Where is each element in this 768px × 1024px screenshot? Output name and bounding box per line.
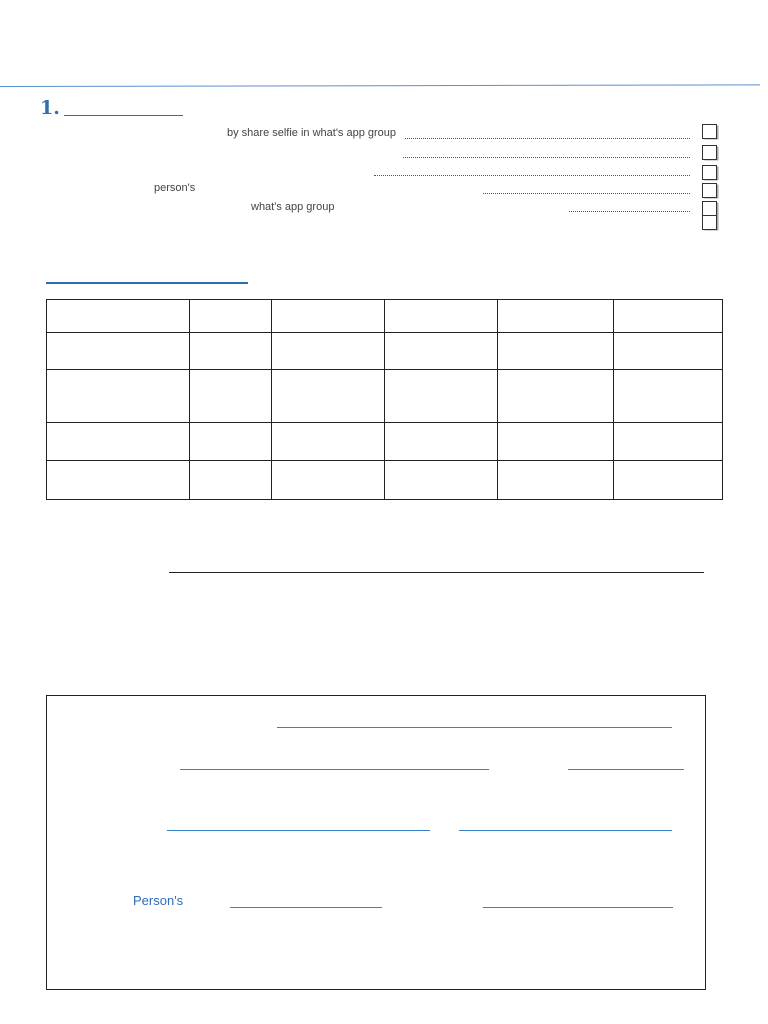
checkbox[interactable] [702, 183, 717, 198]
table-cell [47, 333, 190, 370]
table-cell [385, 423, 498, 461]
table-cell [272, 300, 385, 333]
fill-line-4a [230, 907, 382, 908]
dotted-leader [403, 157, 690, 158]
table-cell [47, 370, 190, 423]
check-item-4 [0, 181, 768, 197]
dotted-leader [569, 211, 690, 212]
table-row [47, 423, 723, 461]
table-row [47, 300, 723, 333]
table-cell [498, 300, 614, 333]
table-cell [498, 370, 614, 423]
data-table [46, 299, 723, 500]
table-cell [614, 423, 723, 461]
table-cell [190, 333, 272, 370]
dotted-leader [483, 193, 690, 194]
table-cell [190, 370, 272, 423]
table-cell [385, 370, 498, 423]
section-title-blank [64, 115, 183, 116]
checkbox[interactable] [702, 201, 717, 216]
table-cell [272, 333, 385, 370]
dotted-leader [374, 175, 690, 176]
check-item-2 [0, 145, 768, 161]
table-cell [385, 461, 498, 500]
check-item-text: by share selfie in what's app group [227, 127, 397, 139]
fill-line-2b [568, 769, 684, 770]
table-cell [47, 423, 190, 461]
table-cell [190, 423, 272, 461]
table-row [47, 370, 723, 423]
fill-line-1 [277, 727, 672, 728]
table-row [47, 461, 723, 500]
check-item-1 [0, 125, 768, 141]
checkbox[interactable] [702, 165, 717, 180]
table-cell [272, 461, 385, 500]
table-cell [498, 333, 614, 370]
check-item-5 [0, 200, 768, 216]
check-item-text: what's app group [251, 201, 335, 213]
fill-line-2a [180, 769, 489, 770]
fill-line-3b [459, 830, 672, 831]
persons-label: Person's [133, 893, 184, 908]
table-cell [614, 370, 723, 423]
table-cell [498, 423, 614, 461]
fill-line-3a [167, 830, 430, 831]
checkbox[interactable] [702, 124, 717, 139]
checkbox[interactable] [702, 145, 717, 160]
table-cell [385, 333, 498, 370]
fill-line-4b [483, 907, 673, 908]
table-row [47, 333, 723, 370]
table-cell [614, 333, 723, 370]
checkbox[interactable] [702, 215, 717, 230]
table-cell [272, 370, 385, 423]
subsection-title-blank [46, 282, 248, 284]
table-cell [385, 300, 498, 333]
table-cell [190, 461, 272, 500]
answer-line [169, 572, 704, 573]
check-item-text: person's [154, 182, 196, 194]
table-cell [47, 461, 190, 500]
table-cell [614, 461, 723, 500]
dotted-leader [405, 138, 690, 139]
check-item-3 [0, 165, 768, 181]
table-cell [272, 423, 385, 461]
table-cell [190, 300, 272, 333]
header-rule [0, 84, 760, 87]
section-number: 1. [40, 97, 60, 119]
info-box [46, 695, 706, 990]
table-cell [47, 300, 190, 333]
table-cell [498, 461, 614, 500]
table-cell [614, 300, 723, 333]
